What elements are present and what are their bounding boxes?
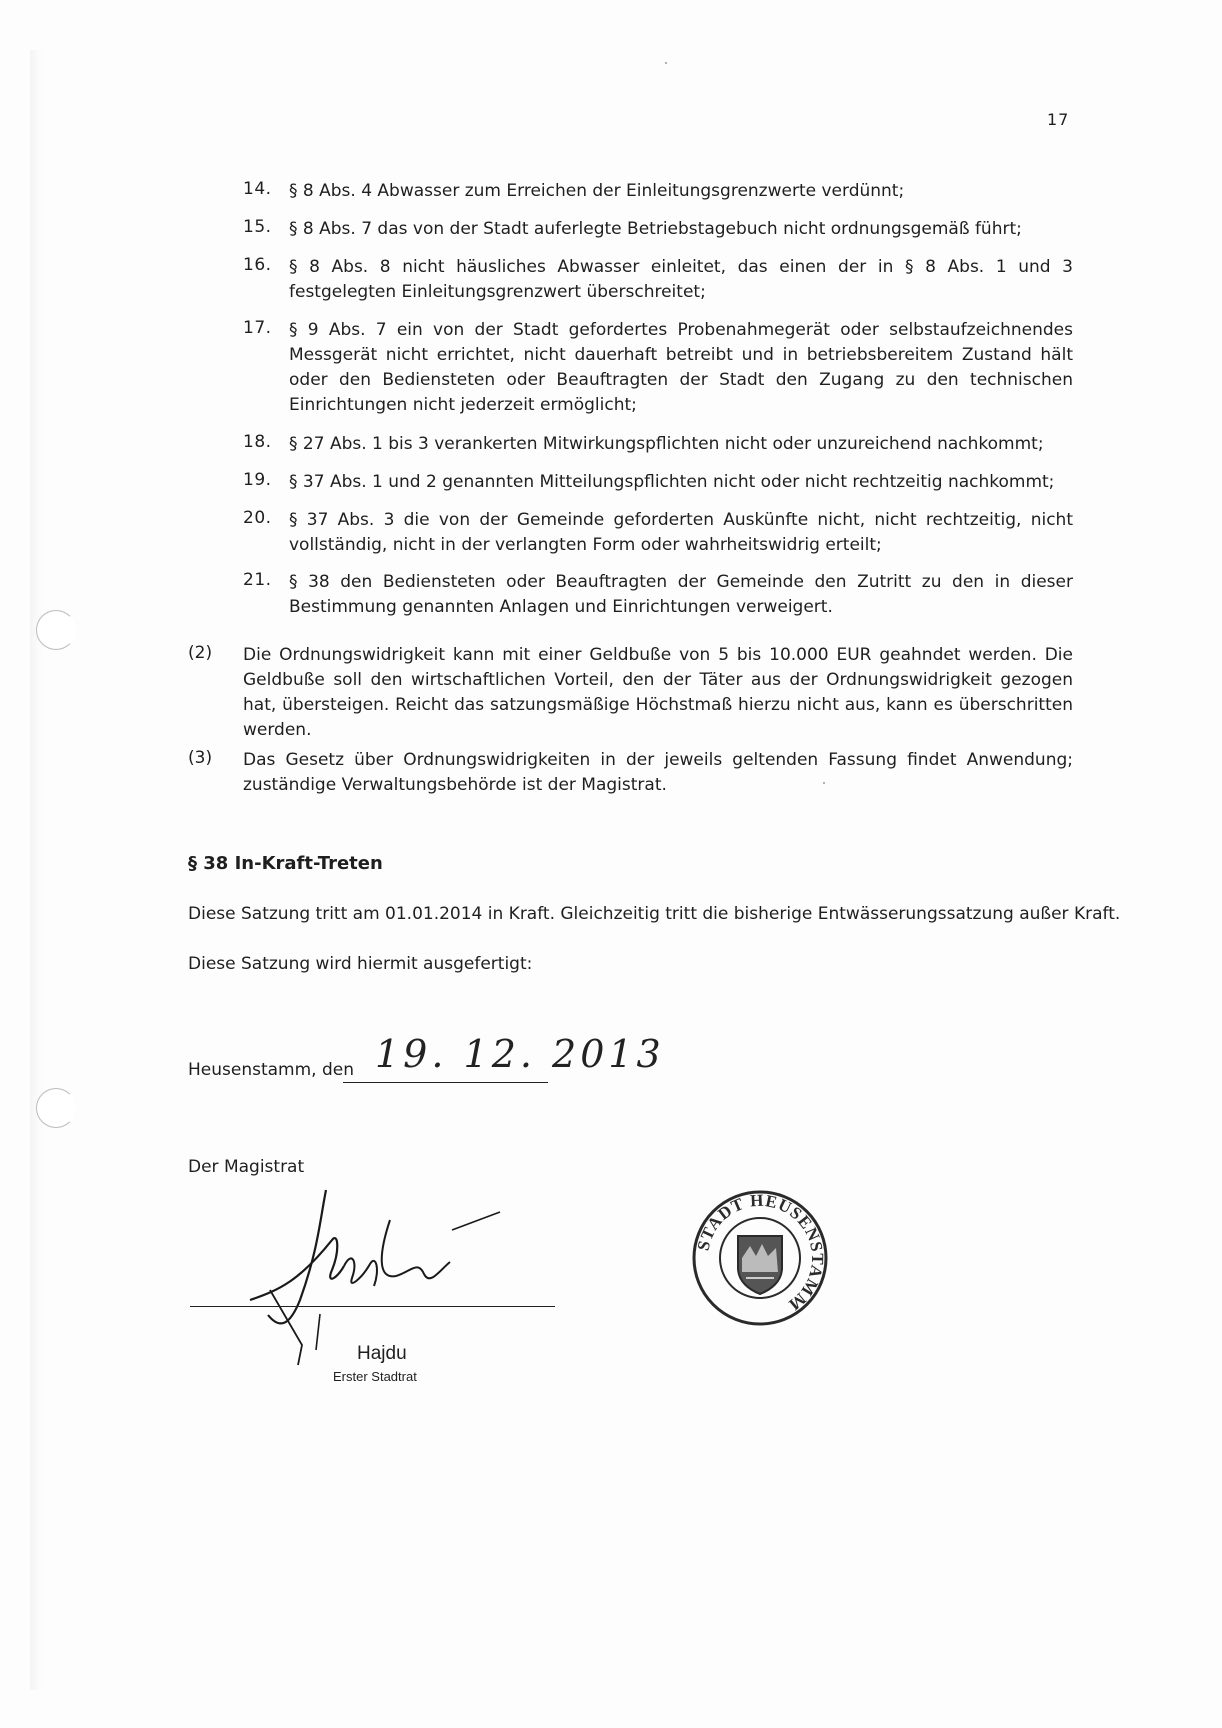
list-item-text: § 38 den Bediensteten oder Beauftragten der Gemeinde den Zutritt zu den in dieser Bestimmung genannten Anlagen und Einrichtungen verweigert. xyxy=(289,572,1073,617)
signatory-title: Erster Stadtrat xyxy=(333,1369,417,1384)
list-item-17 xyxy=(243,318,1073,418)
signatory-name: Hajdu xyxy=(357,1343,407,1364)
city-seal-stamp xyxy=(690,1188,830,1328)
list-item-number: 16. xyxy=(243,255,272,275)
list-item-number: 17. xyxy=(243,318,272,338)
list-item-text: § 27 Abs. 1 bis 3 verankerten Mitwirkungspflichten nicht oder unzureichend nachkommt; xyxy=(289,434,1044,454)
list-item-number: 21. xyxy=(243,570,272,590)
section-heading: § 38 In-Kraft-Treten xyxy=(188,853,383,874)
handwritten-date: 19. 12. 2013 xyxy=(375,1032,665,1076)
list-item-text: § 8 Abs. 8 nicht häusliches Abwasser einleitet, das einen der in § 8 Abs. 1 und 3 festgelegten Einleitungsgrenzwert überschreitet; xyxy=(289,257,1073,302)
list-item-number: 18. xyxy=(243,432,272,452)
list-item-text: § 9 Abs. 7 ein von der Stadt gefordertes Probenahmegerät oder selbstaufzeichnendes Messgerät nicht errichtet, nicht dauerhaft betreibt und in betriebsbereitem Zustand hält oder den Bediensteten oder Beauftragten der Stadt den Zugang zu den technischen Einrichtungen nicht jederzeit ermöglicht; xyxy=(289,320,1073,415)
issuing-body: Der Magistrat xyxy=(188,1157,305,1177)
list-item-16 xyxy=(243,255,1073,305)
punch-hole-bottom xyxy=(36,1088,76,1128)
list-item-18 xyxy=(243,432,1073,457)
list-item-14 xyxy=(243,179,1073,204)
list-item-text: § 8 Abs. 7 das von der Stadt auferlegte Betriebstagebuch nicht ordnungsgemäß führt; xyxy=(289,219,1022,239)
scan-speck xyxy=(665,62,667,64)
paragraph-3 xyxy=(188,748,1073,798)
paragraph-text: Die Ordnungswidrigkeit kann mit einer Geldbuße von 5 bis 10.000 EUR geahndet werden. Die Geldbuße soll den wirtschaftlichen Vorteil, den der Täter aus der Ordnungswidrigkeit gezogen hat, übersteigen. Reicht das satzungsmäßige Höchstmaß hierzu nicht aus, kann es überschritten werden. xyxy=(243,645,1073,740)
list-item-number: 19. xyxy=(243,470,272,490)
list-item-21 xyxy=(243,570,1073,620)
execution-note: Diese Satzung wird hiermit ausgefertigt: xyxy=(188,954,533,974)
paragraph-2 xyxy=(188,643,1073,743)
list-item-text: § 8 Abs. 4 Abwasser zum Erreichen der Einleitungsgrenzwerte verdünnt; xyxy=(289,181,905,201)
list-item-20 xyxy=(243,508,1073,558)
scan-edge-shadow xyxy=(30,50,44,1690)
list-item-number: 14. xyxy=(243,179,272,199)
section-text: Diese Satzung tritt am 01.01.2014 in Kraft. Gleichzeitig tritt die bisherige Entwässerungssatzung außer Kraft. xyxy=(188,904,1121,924)
list-item-text: § 37 Abs. 3 die von der Gemeinde geforderten Auskünfte nicht, nicht rechtzeitig, nicht vollständig, nicht in der verlangten Form oder wahrheitswidrig erteilt; xyxy=(289,510,1073,555)
svg-text:STADT HEUSENSTAMM: STADT HEUSENSTAMM xyxy=(693,1190,828,1315)
paragraph-text: Das Gesetz über Ordnungswidrigkeiten in der jeweils geltenden Fassung findet Anwendung; zuständige Verwaltungsbehörde ist der Magistrat. xyxy=(243,750,1073,795)
paragraph-number: (2) xyxy=(188,643,213,663)
list-item-number: 15. xyxy=(243,217,272,237)
list-item-19 xyxy=(243,470,1073,495)
place-label: Heusenstamm, den xyxy=(188,1060,354,1080)
list-item-text: § 37 Abs. 1 und 2 genannten Mitteilungspflichten nicht oder nicht rechtzeitig nachkommt; xyxy=(289,472,1055,492)
date-line xyxy=(343,1082,548,1083)
signature-line xyxy=(190,1306,555,1307)
list-item-number: 20. xyxy=(243,508,272,528)
punch-hole-top xyxy=(36,610,76,650)
list-item-15 xyxy=(243,217,1073,242)
page-number: 17 xyxy=(1047,110,1070,129)
paragraph-number: (3) xyxy=(188,748,213,768)
